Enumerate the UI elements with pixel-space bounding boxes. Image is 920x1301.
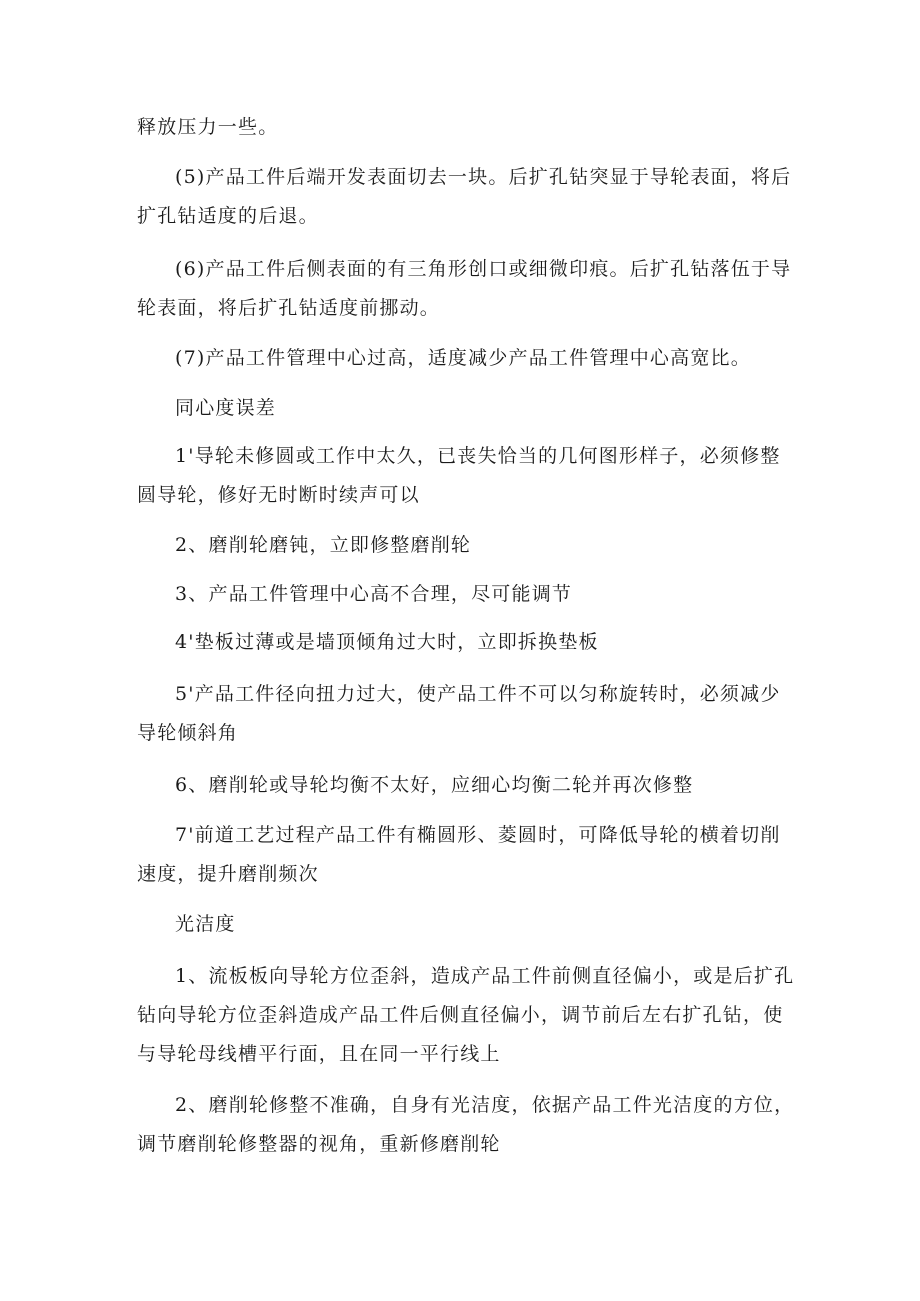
concentricity-item-7: 7'前道工艺过程产品工件有椭圆形、菱圆时，可降低导轮的横着切削速度，提升磨削频次 (137, 824, 781, 885)
paragraph-continuation: 释放压力一些。 (137, 116, 279, 138)
section-heading-concentricity: 同心度误差 (175, 397, 277, 419)
concentricity-item-5: 5'产品工件径向扭力过大，使产品工件不可以匀称旋转时，必须减少导轮倾斜角 (137, 683, 781, 744)
finish-item-1: 1、流板板向导轮方位歪斜，造成产品工件前侧直径偏小，或是后扩孔钻向导轮方位歪斜造成产品工件后侧直径偏小，调节前后左右扩孔钻，使与导轮母线槽平行面，且在同一平行线上 (137, 965, 795, 1065)
concentricity-item-3: 3、产品工件管理中心高不合理，尽可能调节 (175, 583, 573, 605)
concentricity-item-1: 1'导轮未修圆或工作中太久，已丧失恰当的几何图形样子，必须修整圆导轮，修好无时断时续声可以 (137, 445, 781, 506)
concentricity-item-2: 2、磨削轮磨钝，立即修整磨削轮 (175, 534, 472, 556)
paragraph-item-5: (5)产品工件后端开发表面切去一块。后扩孔钻突显于导轮表面，将后扩孔钻适度的后退。 (137, 166, 792, 227)
concentricity-item-4: 4'垫板过薄或是墙顶倾角过大时，立即拆换垫板 (175, 631, 599, 653)
concentricity-item-6: 6、磨削轮或导轮均衡不太好，应细心均衡二轮并再次修整 (175, 774, 694, 796)
paragraph-item-6: (6)产品工件后侧表面的有三角形创口或细微印痕。后扩孔钻落伍于导轮表面，将后扩孔钻适度前挪动。 (137, 258, 792, 319)
paragraph-item-7: (7)产品工件管理中心过高，适度减少产品工件管理中心高宽比。 (175, 347, 751, 369)
section-heading-finish: 光洁度 (175, 913, 236, 935)
finish-item-2: 2、磨削轮修整不准确，自身有光洁度，依据产品工件光洁度的方位，调节磨削轮修整器的视角，重新修磨削轮 (137, 1094, 795, 1155)
